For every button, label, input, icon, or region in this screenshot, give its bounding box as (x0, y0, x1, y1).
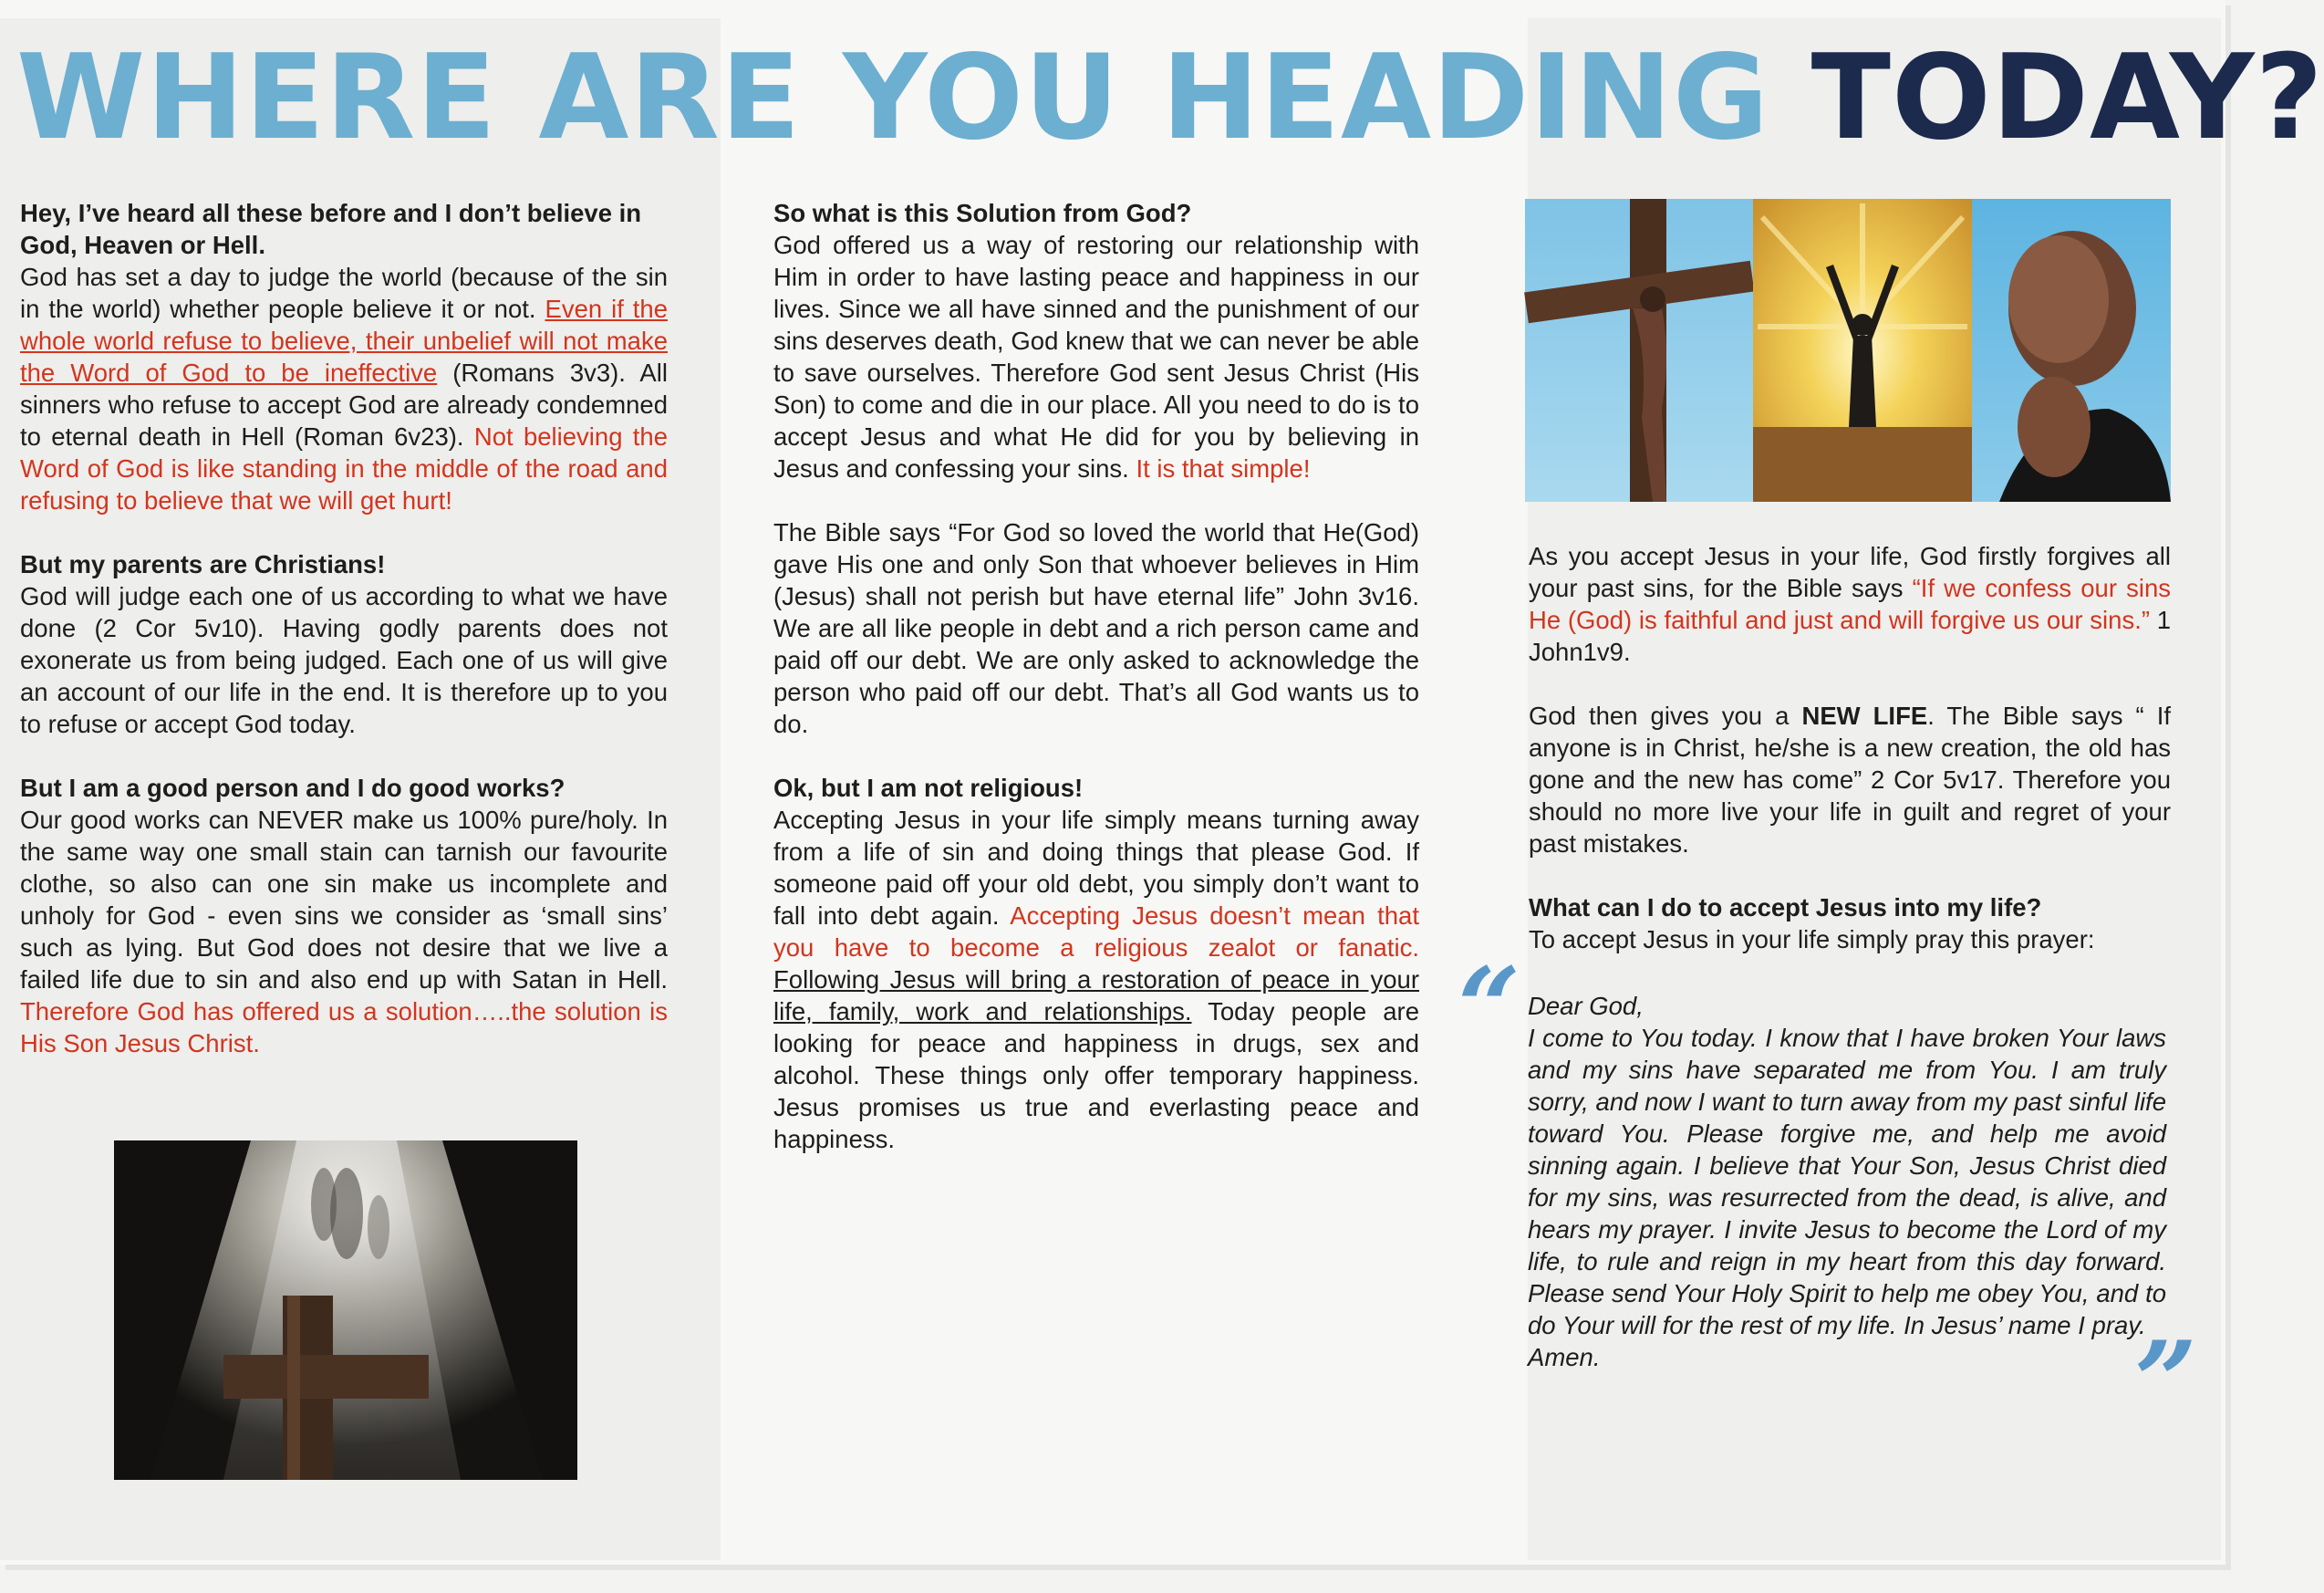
triptych-image (1525, 199, 2171, 502)
col1-highlight-1: Not believing the Word of God is like standing in the middle of the road and refusing to believe that we will get hurt! (20, 422, 669, 515)
column-3 (1529, 540, 2171, 955)
col1-heading-2: But my parents are Christians! (20, 550, 386, 578)
cross-in-light-icon (114, 1140, 577, 1480)
new-life-emphasis: NEW LIFE (1801, 702, 1928, 730)
col3-paragraph-2: God then gives you a NEW LIFE. The Bible says “ If anyone is in Christ, he/she is a new creation, the old has gone and the new has come” 2 Cor 5v17. Therefore you should no more live your life in guilt and regret of your past mistakes. (1529, 702, 2171, 858)
prayer-text (1528, 990, 2166, 1373)
col1-heading-1: Hey, I’ve heard all these before and I don’t believe in God, Heaven or Hell. (20, 199, 642, 259)
headline-part-2: TODAY? (1810, 30, 2324, 166)
col2-paragraph-2: The Bible says “For God so loved the world that He(God) gave His one and only Son that whoever believes in Him (Jesus) shall not perish but have eternal life” John 3v16. We are all like people in debt and a rich person came and paid off our debt. We are only asked to acknowledge the person who paid off our debt. That’s all God wants us to do. (773, 518, 1419, 738)
prayer-salutation: Dear God, (1528, 992, 1644, 1020)
col3-heading-1: What can I do to accept Jesus into my life? (1529, 893, 2042, 921)
col2-highlight-2: Accepting Jesus doesn’t mean that you have to become a religious zealot or fanatic. (773, 901, 1419, 962)
open-quote-icon: “ (1458, 943, 1521, 1072)
col2-highlight-1: It is that simple! (1136, 454, 1311, 483)
col1-highlight-underlined: Even if the whole world refuse to believe, their unbelief will not make the Word of God to be ineffective (20, 295, 668, 387)
close-quote-icon: ” (2134, 1317, 2198, 1446)
col1-paragraph-3: Our good works can NEVER make us 100% pure/holy. In the same way one small stain can tarnish our favourite clothe, so also can one sin make us incomplete and unholy for God - even sins we consider as ‘small sins’ such as lying. But God does not desire that we live a failed life due to sin and also end up with Satan in Hell. Therefore God has offered us a solution…..the solution is His Son Jesus Christ. (20, 806, 668, 1057)
col1-paragraph-2: God will judge each one of us according to what we have done (2 Cor 5v10). Having godly parents does not exonerate us from being judged. Each one of us will give an account of our life in the end. It is therefore up to you to refuse or accept God today. (20, 582, 668, 738)
column-2 (773, 197, 1419, 1187)
col1-paragraph-1: God has set a day to judge the world (because of the sin in the world) whether people believe it or not. Even if the whole world refuse to believe, their unbelief will not make the Word of God to be ineffective (Romans 3v3). All sinners who refuse to accept God are already condemned to eternal death in Hell (Roman 6v23). Not believing the Word of God is like standing in the middle of the road and refusing to believe that we will get hurt! (20, 263, 669, 515)
col2-underlined-text: Following Jesus will bring a restoration of peace in your life, family, work and relationships. (773, 965, 1419, 1026)
col3-bible-quote: “If we confess our sins He (God) is faithful and just and will forgive us our sins.” (1529, 574, 2171, 634)
col1-heading-3: But I am a good person and I do good works? (20, 774, 565, 802)
column-1 (20, 197, 668, 1091)
col2-heading-1: So what is this Solution from God? (773, 199, 1192, 227)
crucifix-worship-prayer-icon (1525, 199, 2171, 502)
col2-heading-2: Ok, but I am not religious! (773, 774, 1084, 802)
col3-paragraph-1: As you accept Jesus in your life, God firstly forgives all your past sins, for the Bible says “If we confess our sins He (God) is faithful and just and will forgive us our sins.” 1 John1v9. (1529, 542, 2172, 666)
cross-light-image (114, 1140, 577, 1480)
col2-paragraph-3: Accepting Jesus in your life simply means turning away from a life of sin and doing things that please God. If someone paid off your old debt, you simply don’t want to fall into debt again. Accepting Jesus doesn’t mean that you have to become a religious zealot or fanatic. Following Jesus will bring a restoration of peace in your life, family, work and relationships. Today people are looking for peace and happiness in drugs, sex and alcohol. These things only offer temporary happiness. Jesus promises us true and everlasting peace and happiness. (773, 806, 1419, 1153)
prayer-closing: Amen. (1528, 1343, 1601, 1371)
headline-part-1: WHERE ARE YOU HEADING (16, 30, 1770, 166)
prayer-body: I come to You today. I know that I have broken Your laws and my sins have separated me from You. I am truly sorry, and now I want to turn away from my past sinful life toward You. Please forgive me, and help me avoid sinning again. I believe that Your Son, Jesus Christ died for my sins, was resurrected from the dead, is alive, and hears my prayer. I invite Jesus to become the Lord of my life, to rule and reign in my heart from this day forward. Please send Your Holy Spirit to help me obey You, and to do Your will for the rest of my life. In Jesus’ name I pray. (1528, 1024, 2166, 1339)
page-headline (16, 30, 2324, 166)
col3-paragraph-3: To accept Jesus in your life simply pray this prayer: (1529, 925, 2095, 953)
col2-paragraph-1: God offered us a way of restoring our relationship with Him in order to have lasting peace and happiness in our lives. Since we all have sinned and the punishment of our sins deserves death, God knew that we can never be able to save ourselves. Therefore God sent Jesus Christ (His Son) to come and die in our place. All you need to do is to accept Jesus and what He did for you by believing in Jesus and confessing your sins. It is that simple! (773, 231, 1419, 483)
col1-highlight-2: Therefore God has offered us a solution…..the solution is His Son Jesus Christ. (20, 997, 668, 1057)
